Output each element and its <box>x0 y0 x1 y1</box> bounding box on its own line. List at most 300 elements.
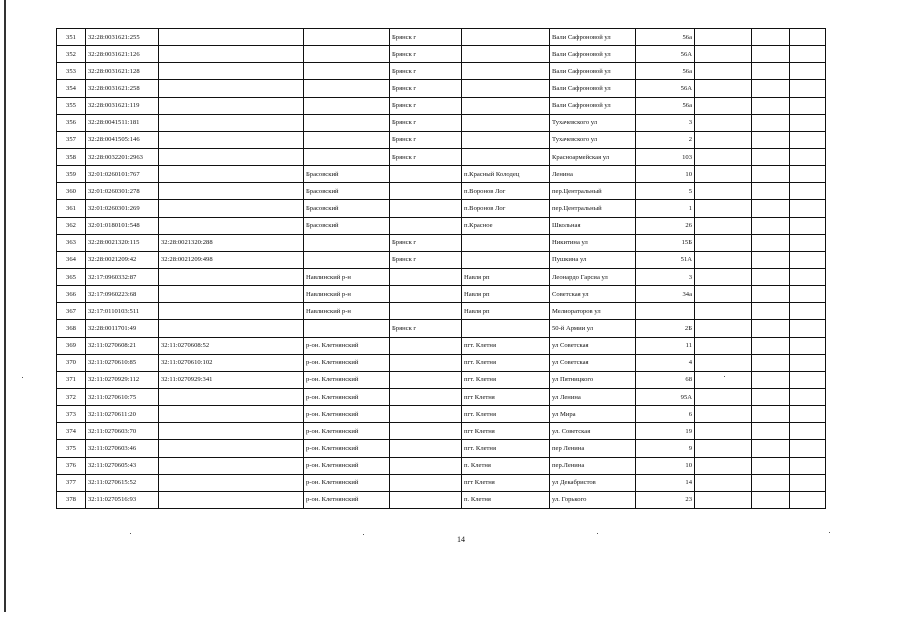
row-number-cell: 370 <box>57 354 86 371</box>
house-number-cell: 68 <box>636 371 695 388</box>
city-cell: Брянск г <box>390 46 462 63</box>
street-cell: пер.Ленина <box>550 457 636 474</box>
street-cell: Вали Сафроновой ул <box>550 97 636 114</box>
empty-cell <box>752 354 790 371</box>
cadastral-number-cell: 32:11:0270611:20 <box>86 406 159 423</box>
district-cell: Навлинский р-н <box>304 268 390 285</box>
district-cell: р-он. Клетнянский <box>304 354 390 371</box>
settlement-cell: пгт Клетня <box>462 474 550 491</box>
row-number-cell: 369 <box>57 337 86 354</box>
district-cell: Брасовский <box>304 200 390 217</box>
empty-cell <box>752 268 790 285</box>
city-cell <box>390 354 462 371</box>
row-number-cell: 355 <box>57 97 86 114</box>
city-cell: Брянск г <box>390 148 462 165</box>
city-cell <box>390 423 462 440</box>
street-cell: Мелиораторов ул <box>550 303 636 320</box>
row-number-cell: 373 <box>57 406 86 423</box>
building-cadastral-number-cell <box>159 80 304 97</box>
table-row <box>57 406 826 423</box>
settlement-cell <box>462 97 550 114</box>
empty-cell <box>695 46 752 63</box>
table-row <box>57 491 826 508</box>
house-number-cell: 3 <box>636 268 695 285</box>
street-cell: ул. Советская <box>550 423 636 440</box>
empty-cell <box>695 148 752 165</box>
scan-speck <box>22 377 23 378</box>
table-row <box>57 320 826 337</box>
house-number-cell: 11 <box>636 337 695 354</box>
street-cell: ул Советская <box>550 354 636 371</box>
empty-cell <box>695 371 752 388</box>
settlement-cell <box>462 46 550 63</box>
building-cadastral-number-cell: 32:11:0270608:52 <box>159 337 304 354</box>
row-number-cell: 359 <box>57 166 86 183</box>
district-cell <box>304 131 390 148</box>
district-cell <box>304 63 390 80</box>
row-number-cell: 368 <box>57 320 86 337</box>
settlement-cell: п. Клетня <box>462 491 550 508</box>
city-cell <box>390 440 462 457</box>
empty-cell <box>790 63 826 80</box>
district-cell <box>304 97 390 114</box>
empty-cell <box>790 97 826 114</box>
district-cell <box>304 148 390 165</box>
building-cadastral-number-cell <box>159 491 304 508</box>
building-cadastral-number-cell <box>159 183 304 200</box>
house-number-cell: 4 <box>636 354 695 371</box>
street-cell: Вали Сафроновой ул <box>550 63 636 80</box>
empty-cell <box>752 474 790 491</box>
house-number-cell: 103 <box>636 148 695 165</box>
table-row <box>57 268 826 285</box>
district-cell: Навлинский р-н <box>304 286 390 303</box>
empty-cell <box>790 80 826 97</box>
street-cell: Тухачевского ул <box>550 131 636 148</box>
table-row <box>57 474 826 491</box>
empty-cell <box>752 131 790 148</box>
table-row <box>57 200 826 217</box>
empty-cell <box>695 406 752 423</box>
empty-cell <box>790 286 826 303</box>
empty-cell <box>752 80 790 97</box>
empty-cell <box>695 217 752 234</box>
empty-cell <box>790 183 826 200</box>
empty-cell <box>695 354 752 371</box>
building-cadastral-number-cell: 32:28:0021320:288 <box>159 234 304 251</box>
scan-speck <box>363 534 364 535</box>
empty-cell <box>752 97 790 114</box>
city-cell: Брянск г <box>390 320 462 337</box>
empty-cell <box>790 114 826 131</box>
settlement-cell <box>462 131 550 148</box>
settlement-cell <box>462 234 550 251</box>
house-number-cell: 2 <box>636 131 695 148</box>
table-row <box>57 286 826 303</box>
empty-cell <box>752 491 790 508</box>
table-row <box>57 234 826 251</box>
house-number-cell: 95А <box>636 388 695 405</box>
empty-cell <box>695 286 752 303</box>
building-cadastral-number-cell: 32:11:0270929:341 <box>159 371 304 388</box>
city-cell <box>390 491 462 508</box>
empty-cell <box>695 234 752 251</box>
settlement-cell <box>462 114 550 131</box>
building-cadastral-number-cell: 32:28:0021209:498 <box>159 251 304 268</box>
city-cell <box>390 474 462 491</box>
settlement-cell: Навля рп <box>462 268 550 285</box>
settlement-cell: п.Красный Колодец <box>462 166 550 183</box>
city-cell: Брянск г <box>390 131 462 148</box>
district-cell <box>304 114 390 131</box>
scan-speck <box>130 533 131 534</box>
cadastral-number-cell: 32:01:0260301:278 <box>86 183 159 200</box>
row-number-cell: 363 <box>57 234 86 251</box>
cadastral-number-cell: 32:17:0960332:87 <box>86 268 159 285</box>
district-cell: р-он. Клетнянский <box>304 423 390 440</box>
page-number: 14 <box>457 535 465 544</box>
empty-cell <box>695 268 752 285</box>
empty-cell <box>790 320 826 337</box>
building-cadastral-number-cell <box>159 131 304 148</box>
cadastral-number-cell: 32:01:0260101:767 <box>86 166 159 183</box>
district-cell: р-он. Клетнянский <box>304 440 390 457</box>
empty-cell <box>695 388 752 405</box>
row-number-cell: 351 <box>57 29 86 46</box>
cadastral-number-cell: 32:17:0110103:511 <box>86 303 159 320</box>
building-cadastral-number-cell <box>159 286 304 303</box>
empty-cell <box>790 268 826 285</box>
street-cell: пер.Центральный <box>550 200 636 217</box>
house-number-cell: 5 <box>636 183 695 200</box>
house-number-cell: 19 <box>636 423 695 440</box>
table-row <box>57 97 826 114</box>
row-number-cell: 376 <box>57 457 86 474</box>
settlement-cell: п. Клетня <box>462 457 550 474</box>
settlement-cell: Навля рп <box>462 303 550 320</box>
cadastral-number-cell: 32:28:0021320:115 <box>86 234 159 251</box>
table-row <box>57 440 826 457</box>
row-number-cell: 361 <box>57 200 86 217</box>
settlement-cell: пгт. Клетня <box>462 371 550 388</box>
cadastral-number-cell: 32:11:0270603:70 <box>86 423 159 440</box>
street-cell: Леонардо Гарсиа ул <box>550 268 636 285</box>
settlement-cell <box>462 29 550 46</box>
empty-cell <box>790 46 826 63</box>
empty-cell <box>790 491 826 508</box>
row-number-cell: 365 <box>57 268 86 285</box>
empty-cell <box>695 166 752 183</box>
row-number-cell: 362 <box>57 217 86 234</box>
empty-cell <box>752 114 790 131</box>
row-number-cell: 353 <box>57 63 86 80</box>
settlement-cell: п.Красное <box>462 217 550 234</box>
settlement-cell: п.Воронов Лог <box>462 200 550 217</box>
building-cadastral-number-cell: 32:11:0270610:102 <box>159 354 304 371</box>
house-number-cell: 6 <box>636 406 695 423</box>
cadastral-number-cell: 32:28:0031621:119 <box>86 97 159 114</box>
house-number-cell: 9 <box>636 440 695 457</box>
district-cell: Брасовский <box>304 166 390 183</box>
empty-cell <box>695 97 752 114</box>
empty-cell <box>695 491 752 508</box>
building-cadastral-number-cell <box>159 148 304 165</box>
city-cell: Брянск г <box>390 29 462 46</box>
cadastral-number-cell: 32:28:0011701:49 <box>86 320 159 337</box>
building-cadastral-number-cell <box>159 406 304 423</box>
row-number-cell: 364 <box>57 251 86 268</box>
settlement-cell: пгт Клетня <box>462 423 550 440</box>
row-number-cell: 357 <box>57 131 86 148</box>
district-cell: Брасовский <box>304 183 390 200</box>
table-row <box>57 29 826 46</box>
row-number-cell: 372 <box>57 388 86 405</box>
district-cell: р-он. Клетнянский <box>304 474 390 491</box>
table-row <box>57 46 826 63</box>
building-cadastral-number-cell <box>159 114 304 131</box>
building-cadastral-number-cell <box>159 29 304 46</box>
building-cadastral-number-cell <box>159 457 304 474</box>
empty-cell <box>695 423 752 440</box>
empty-cell <box>790 354 826 371</box>
building-cadastral-number-cell <box>159 200 304 217</box>
row-number-cell: 367 <box>57 303 86 320</box>
empty-cell <box>790 29 826 46</box>
empty-cell <box>695 457 752 474</box>
empty-cell <box>695 320 752 337</box>
building-cadastral-number-cell <box>159 320 304 337</box>
cadastral-number-cell: 32:28:0031621:258 <box>86 80 159 97</box>
empty-cell <box>790 148 826 165</box>
empty-cell <box>790 131 826 148</box>
empty-cell <box>695 80 752 97</box>
city-cell <box>390 303 462 320</box>
street-cell: Пушкина ул <box>550 251 636 268</box>
house-number-cell: 14 <box>636 474 695 491</box>
cadastral-number-cell: 32:28:0021209:42 <box>86 251 159 268</box>
settlement-cell <box>462 320 550 337</box>
building-cadastral-number-cell <box>159 388 304 405</box>
empty-cell <box>752 388 790 405</box>
settlement-cell: пгт. Клетня <box>462 406 550 423</box>
city-cell <box>390 406 462 423</box>
cadastral-number-cell: 32:28:0031621:128 <box>86 63 159 80</box>
empty-cell <box>752 29 790 46</box>
house-number-cell: 34а <box>636 286 695 303</box>
row-number-cell: 366 <box>57 286 86 303</box>
house-number-cell: 26 <box>636 217 695 234</box>
table-row <box>57 131 826 148</box>
table-row <box>57 457 826 474</box>
building-cadastral-number-cell <box>159 303 304 320</box>
city-cell <box>390 268 462 285</box>
city-cell: Брянск г <box>390 251 462 268</box>
settlement-cell <box>462 148 550 165</box>
cadastral-number-cell: 32:28:0041505:146 <box>86 131 159 148</box>
empty-cell <box>790 371 826 388</box>
table-row <box>57 114 826 131</box>
cadastral-number-cell: 32:11:0270603:46 <box>86 440 159 457</box>
table-row <box>57 337 826 354</box>
empty-cell <box>695 251 752 268</box>
empty-cell <box>790 303 826 320</box>
city-cell <box>390 200 462 217</box>
street-cell: ул Мира <box>550 406 636 423</box>
building-cadastral-number-cell <box>159 474 304 491</box>
settlement-cell: пгт. Клетня <box>462 354 550 371</box>
street-cell: Школьная <box>550 217 636 234</box>
table-row <box>57 217 826 234</box>
district-cell <box>304 29 390 46</box>
empty-cell <box>695 337 752 354</box>
table-row <box>57 166 826 183</box>
table-row <box>57 183 826 200</box>
empty-cell <box>695 183 752 200</box>
house-number-cell: 56а <box>636 63 695 80</box>
empty-cell <box>790 457 826 474</box>
building-cadastral-number-cell <box>159 97 304 114</box>
empty-cell <box>695 29 752 46</box>
empty-cell <box>752 234 790 251</box>
district-cell: р-он. Клетнянский <box>304 388 390 405</box>
cadastral-number-cell: 32:11:0270610:75 <box>86 388 159 405</box>
district-cell <box>304 46 390 63</box>
property-registry-table <box>56 28 826 509</box>
city-cell: Брянск г <box>390 114 462 131</box>
empty-cell <box>752 406 790 423</box>
house-number-cell: 56А <box>636 80 695 97</box>
city-cell <box>390 217 462 234</box>
table-row <box>57 80 826 97</box>
table-row <box>57 63 826 80</box>
row-number-cell: 377 <box>57 474 86 491</box>
scan-edge-line <box>4 0 6 612</box>
city-cell <box>390 457 462 474</box>
street-cell: Вали Сафроновой ул <box>550 29 636 46</box>
empty-cell <box>695 63 752 80</box>
house-number-cell: 23 <box>636 491 695 508</box>
house-number-cell: 10 <box>636 166 695 183</box>
scan-speck <box>829 532 830 533</box>
street-cell: Тухачевского ул <box>550 114 636 131</box>
street-cell: ул Пятницкого <box>550 371 636 388</box>
empty-cell <box>752 46 790 63</box>
street-cell: пер.Центральный <box>550 183 636 200</box>
city-cell <box>390 337 462 354</box>
empty-cell <box>752 251 790 268</box>
cadastral-number-cell: 32:01:0180101:548 <box>86 217 159 234</box>
district-cell: р-он. Клетнянский <box>304 406 390 423</box>
cadastral-number-cell: 32:11:0270615:52 <box>86 474 159 491</box>
settlement-cell: пгт. Клетня <box>462 337 550 354</box>
house-number-cell: 3 <box>636 114 695 131</box>
table-row <box>57 303 826 320</box>
empty-cell <box>752 320 790 337</box>
empty-cell <box>752 440 790 457</box>
empty-cell <box>752 183 790 200</box>
registry-body <box>57 29 826 509</box>
settlement-cell <box>462 251 550 268</box>
settlement-cell: п.Воронов Лог <box>462 183 550 200</box>
empty-cell <box>695 131 752 148</box>
empty-cell <box>752 63 790 80</box>
district-cell: Брасовский <box>304 217 390 234</box>
street-cell: ул Ленина <box>550 388 636 405</box>
building-cadastral-number-cell <box>159 46 304 63</box>
house-number-cell <box>636 303 695 320</box>
empty-cell <box>695 200 752 217</box>
table-row <box>57 423 826 440</box>
street-cell: ул Советская <box>550 337 636 354</box>
district-cell <box>304 251 390 268</box>
street-cell: Ленина <box>550 166 636 183</box>
empty-cell <box>790 337 826 354</box>
empty-cell <box>752 286 790 303</box>
district-cell: р-он. Клетнянский <box>304 371 390 388</box>
empty-cell <box>790 440 826 457</box>
row-number-cell: 358 <box>57 148 86 165</box>
street-cell: Вали Сафроновой ул <box>550 46 636 63</box>
row-number-cell: 360 <box>57 183 86 200</box>
district-cell <box>304 320 390 337</box>
empty-cell <box>790 406 826 423</box>
house-number-cell: 56а <box>636 29 695 46</box>
settlement-cell <box>462 63 550 80</box>
district-cell: р-он. Клетнянский <box>304 491 390 508</box>
row-number-cell: 354 <box>57 80 86 97</box>
empty-cell <box>752 217 790 234</box>
scan-speck <box>597 533 598 534</box>
cadastral-number-cell: 32:11:0270608:21 <box>86 337 159 354</box>
settlement-cell: пгт Клетня <box>462 388 550 405</box>
cadastral-number-cell: 32:11:0270929:112 <box>86 371 159 388</box>
city-cell <box>390 166 462 183</box>
cadastral-number-cell: 32:28:0031621:126 <box>86 46 159 63</box>
row-number-cell: 352 <box>57 46 86 63</box>
street-cell: пер Ленина <box>550 440 636 457</box>
house-number-cell: 56а <box>636 97 695 114</box>
settlement-cell: Навля рп <box>462 286 550 303</box>
house-number-cell: 15Б <box>636 234 695 251</box>
cadastral-number-cell: 32:28:0041511:181 <box>86 114 159 131</box>
cadastral-number-cell: 32:28:0031621:255 <box>86 29 159 46</box>
table-row <box>57 371 826 388</box>
cadastral-number-cell: 32:28:0032201:2963 <box>86 148 159 165</box>
city-cell <box>390 286 462 303</box>
empty-cell <box>695 114 752 131</box>
street-cell: Никитина ул <box>550 234 636 251</box>
table-row <box>57 388 826 405</box>
district-cell: р-он. Клетнянский <box>304 457 390 474</box>
empty-cell <box>752 303 790 320</box>
empty-cell <box>790 200 826 217</box>
empty-cell <box>695 440 752 457</box>
empty-cell <box>790 217 826 234</box>
street-cell: Советская ул <box>550 286 636 303</box>
district-cell <box>304 80 390 97</box>
empty-cell <box>790 423 826 440</box>
empty-cell <box>752 148 790 165</box>
street-cell: 50-й Армии ул <box>550 320 636 337</box>
city-cell: Брянск г <box>390 97 462 114</box>
row-number-cell: 374 <box>57 423 86 440</box>
city-cell: Брянск г <box>390 63 462 80</box>
empty-cell <box>695 303 752 320</box>
building-cadastral-number-cell <box>159 63 304 80</box>
street-cell: Вали Сафроновой ул <box>550 80 636 97</box>
house-number-cell: 10 <box>636 457 695 474</box>
city-cell <box>390 371 462 388</box>
